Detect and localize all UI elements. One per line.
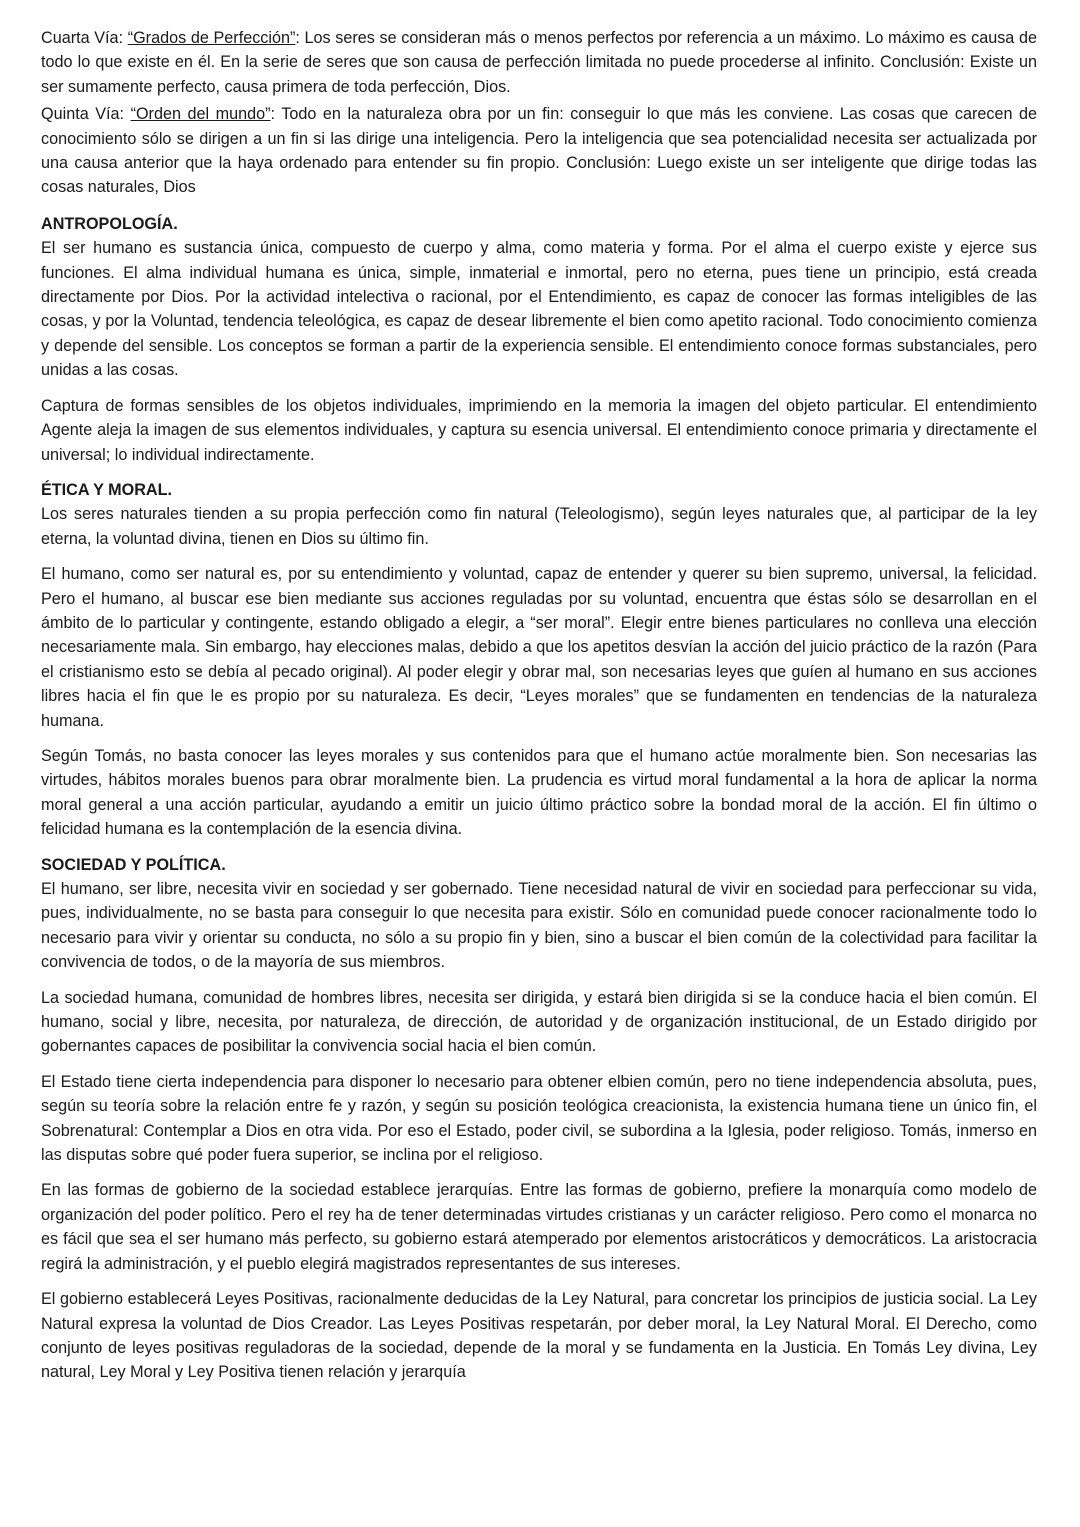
sociedad-paragraph: En las formas de gobierno de la sociedad establece jerarquías. Entre las formas de gobierno, prefiere la monarquía como modelo de organización del poder político. Pero el rey ha de tener determinadas virtudes cristianas y un carácter religioso. Pero como el monarca no es fácil que sea el ser humano más perfecto, su gobierno estará atemperado por elementos aristocráticos y democráticos. La aristocracia regirá la administración, y el pueblo elegirá magistrados representantes de sus intereses. [41,1181,1037,1273]
cuarta-via-lead: Cuarta Vía: [41,29,128,47]
sociedad-paragraph: El gobierno establecerá Leyes Positivas, racionalmente deducidas de la Ley Natural, para concretar los principios de justicia social. La Ley Natural expresa la voluntad de Dios Creador. Las Leyes Positivas respetarán, por deber moral, la Ley Natural Moral. El Derecho, como conjunto de leyes positivas reguladoras de la sociedad, depende de la moral y se fundamenta en la Justicia. En Tomás Ley divina, Ley natural, Ley Moral y Ley Positiva tienen relación y jerarquía [41,1290,1037,1382]
sociedad-heading: SOCIEDAD Y POLÍTICA. [41,855,226,874]
sociedad-paragraph: El Estado tiene cierta independencia para disponer lo necesario para obtener elbien común, pero no tiene independencia absoluta, pues, según su teoría sobre la relación entre fe y razón, y según su posición teológica creacionista, la existencia humana tiene un único fin, el Sobrenatural: Contemplar a Dios en otra vida. Por eso el Estado, poder civil, se subordina a la Iglesia, poder religioso. Tomás, inmerso en las disputas sobre qué poder fuera superior, se inclina por el religioso. [41,1072,1037,1165]
quinta-via-body: : Todo en la naturaleza obra por un fin: conseguir lo que más les conviene. Las cosas que carecen de conocimiento sólo se dirigen a un fin si las dirige una inteligencia. Pero la inteligencia que sea potencialidad necesita ser actualizada por una causa anterior que la haya ordenado para entender su fin propio. Conclusión: Luego existe un ser inteligente que dirige todas las cosas naturales, Dios [41,105,1038,197]
etica-paragraph: Los seres naturales tienden a su propia perfección como fin natural (Teleologismo), según leyes naturales que, al participar de la ley eterna, la voluntad divina, tienen en Dios su último fin. [41,505,1037,548]
antropologia-heading: ANTROPOLOGÍA. [41,214,178,233]
sociedad-paragraph: La sociedad humana, comunidad de hombres libres, necesita ser dirigida, y estará bien dirigida si se la conduce hacia el bien común. El humano, social y libre, necesita, por naturaleza, de dirección, de autoridad y de organización institucional, de un Estado dirigido por gobernantes capaces de posibilitar la convivencia social hacia el bien común. [41,988,1037,1056]
etica-paragraph: El humano, como ser natural es, por su entendimiento y voluntad, capaz de entender y querer su bien supremo, universal, la felicidad. Pero el humano, al buscar ese bien mediante sus acciones reguladas por su voluntad, encuentra que éstas sólo se desarrollan en el ámbito de lo particular y contingente, estando obligado a elegir, a “ser moral”. Elegir entre bienes particulares no conlleva una elección necesariamente mala. Sin embargo, hay elecciones malas, debido a que los apetitos desvían la acción del juicio práctico de la razón (Para el cristianismo esto se debía al pecado original). Al poder elegir y obrar mal, son necesarias leyes que guíen al humano en sus acciones libres hacia el fin que le es propio por su naturaleza. Es decir, “Leyes morales” que se fundamenten en tendencias de la naturaleza humana. [41,565,1037,730]
quinta-via-title: “Orden del mundo” [130,105,271,124]
sociedad-paragraph: El humano, ser libre, necesita vivir en sociedad y ser gobernado. Tiene necesidad natural de vivir en sociedad para perfeccionar su vida, pues, individualmente, no se basta para conseguir lo que necesita para existir. Sólo en comunidad puede conocer racionalmente todo lo necesario para vivir y orientar su conducta, no sólo a su propio fin y bien, sino a buscar el bien común de la colectividad para facilitar la convivencia de todos, o de la mayoría de sus miembros. [41,880,1037,972]
quinta-via-paragraph [41,102,1037,200]
antropologia-paragraph: Captura de formas sensibles de los objetos individuales, imprimiendo en la memoria la imagen del objeto particular. El entendimiento Agente aleja la imagen de sus elementos individuales, y captura su esencia universal. El entendimiento conoce primaria y directamente el universal; lo individual indirectamente. [41,396,1037,464]
etica-paragraph: Según Tomás, no basta conocer las leyes morales y sus contenidos para que el humano actúe moralmente bien. Son necesarias las virtudes, hábitos morales buenos para obrar moralmente bien. La prudencia es virtud moral fundamental a la hora de aplicar la norma moral general a una acción particular, ayudando a emitir un juicio último práctico sobre la bondad moral de la acción. El fin último o felicidad humana es la contemplación de la esencia divina. [41,746,1037,839]
document-page [41,26,1037,1385]
quinta-via-lead: Quinta Vía: [41,105,131,124]
cuarta-via-paragraph [41,26,1037,99]
cuarta-via-title: “Grados de Perfección” [127,29,296,47]
antropologia-paragraph: El ser humano es sustancia única, compuesto de cuerpo y alma, como materia y forma. Por el alma el cuerpo existe y ejerce sus funciones. El alma individual humana es única, simple, inmaterial e inmortal, pero no eterna, pues tiene un principio, está creada directamente por Dios. Por la actividad intelectiva o racional, por el Entendimiento, es capaz de conocer las formas inteligibles de las cosas, y por la Voluntad, tendencia teleológica, es capaz de desear libremente el bien como apetito racional. Todo conocimiento comienza y depende del sensible. Los conceptos se forman a partir de la experiencia sensible. El entendimiento conoce formas substanciales, pero unidas a las cosas. [41,239,1037,380]
etica-heading: ÉTICA Y MORAL. [41,480,173,499]
cuarta-via-body: : Los seres se consideran más o menos perfectos por referencia a un máximo. Lo máximo es causa de todo lo que existe en él. En la serie de seres que son causa de perfección limitada no puede procederse al infinito. Conclusión: Existe un ser sumamente perfecto, causa primera de toda perfección, Dios. [41,29,1037,96]
